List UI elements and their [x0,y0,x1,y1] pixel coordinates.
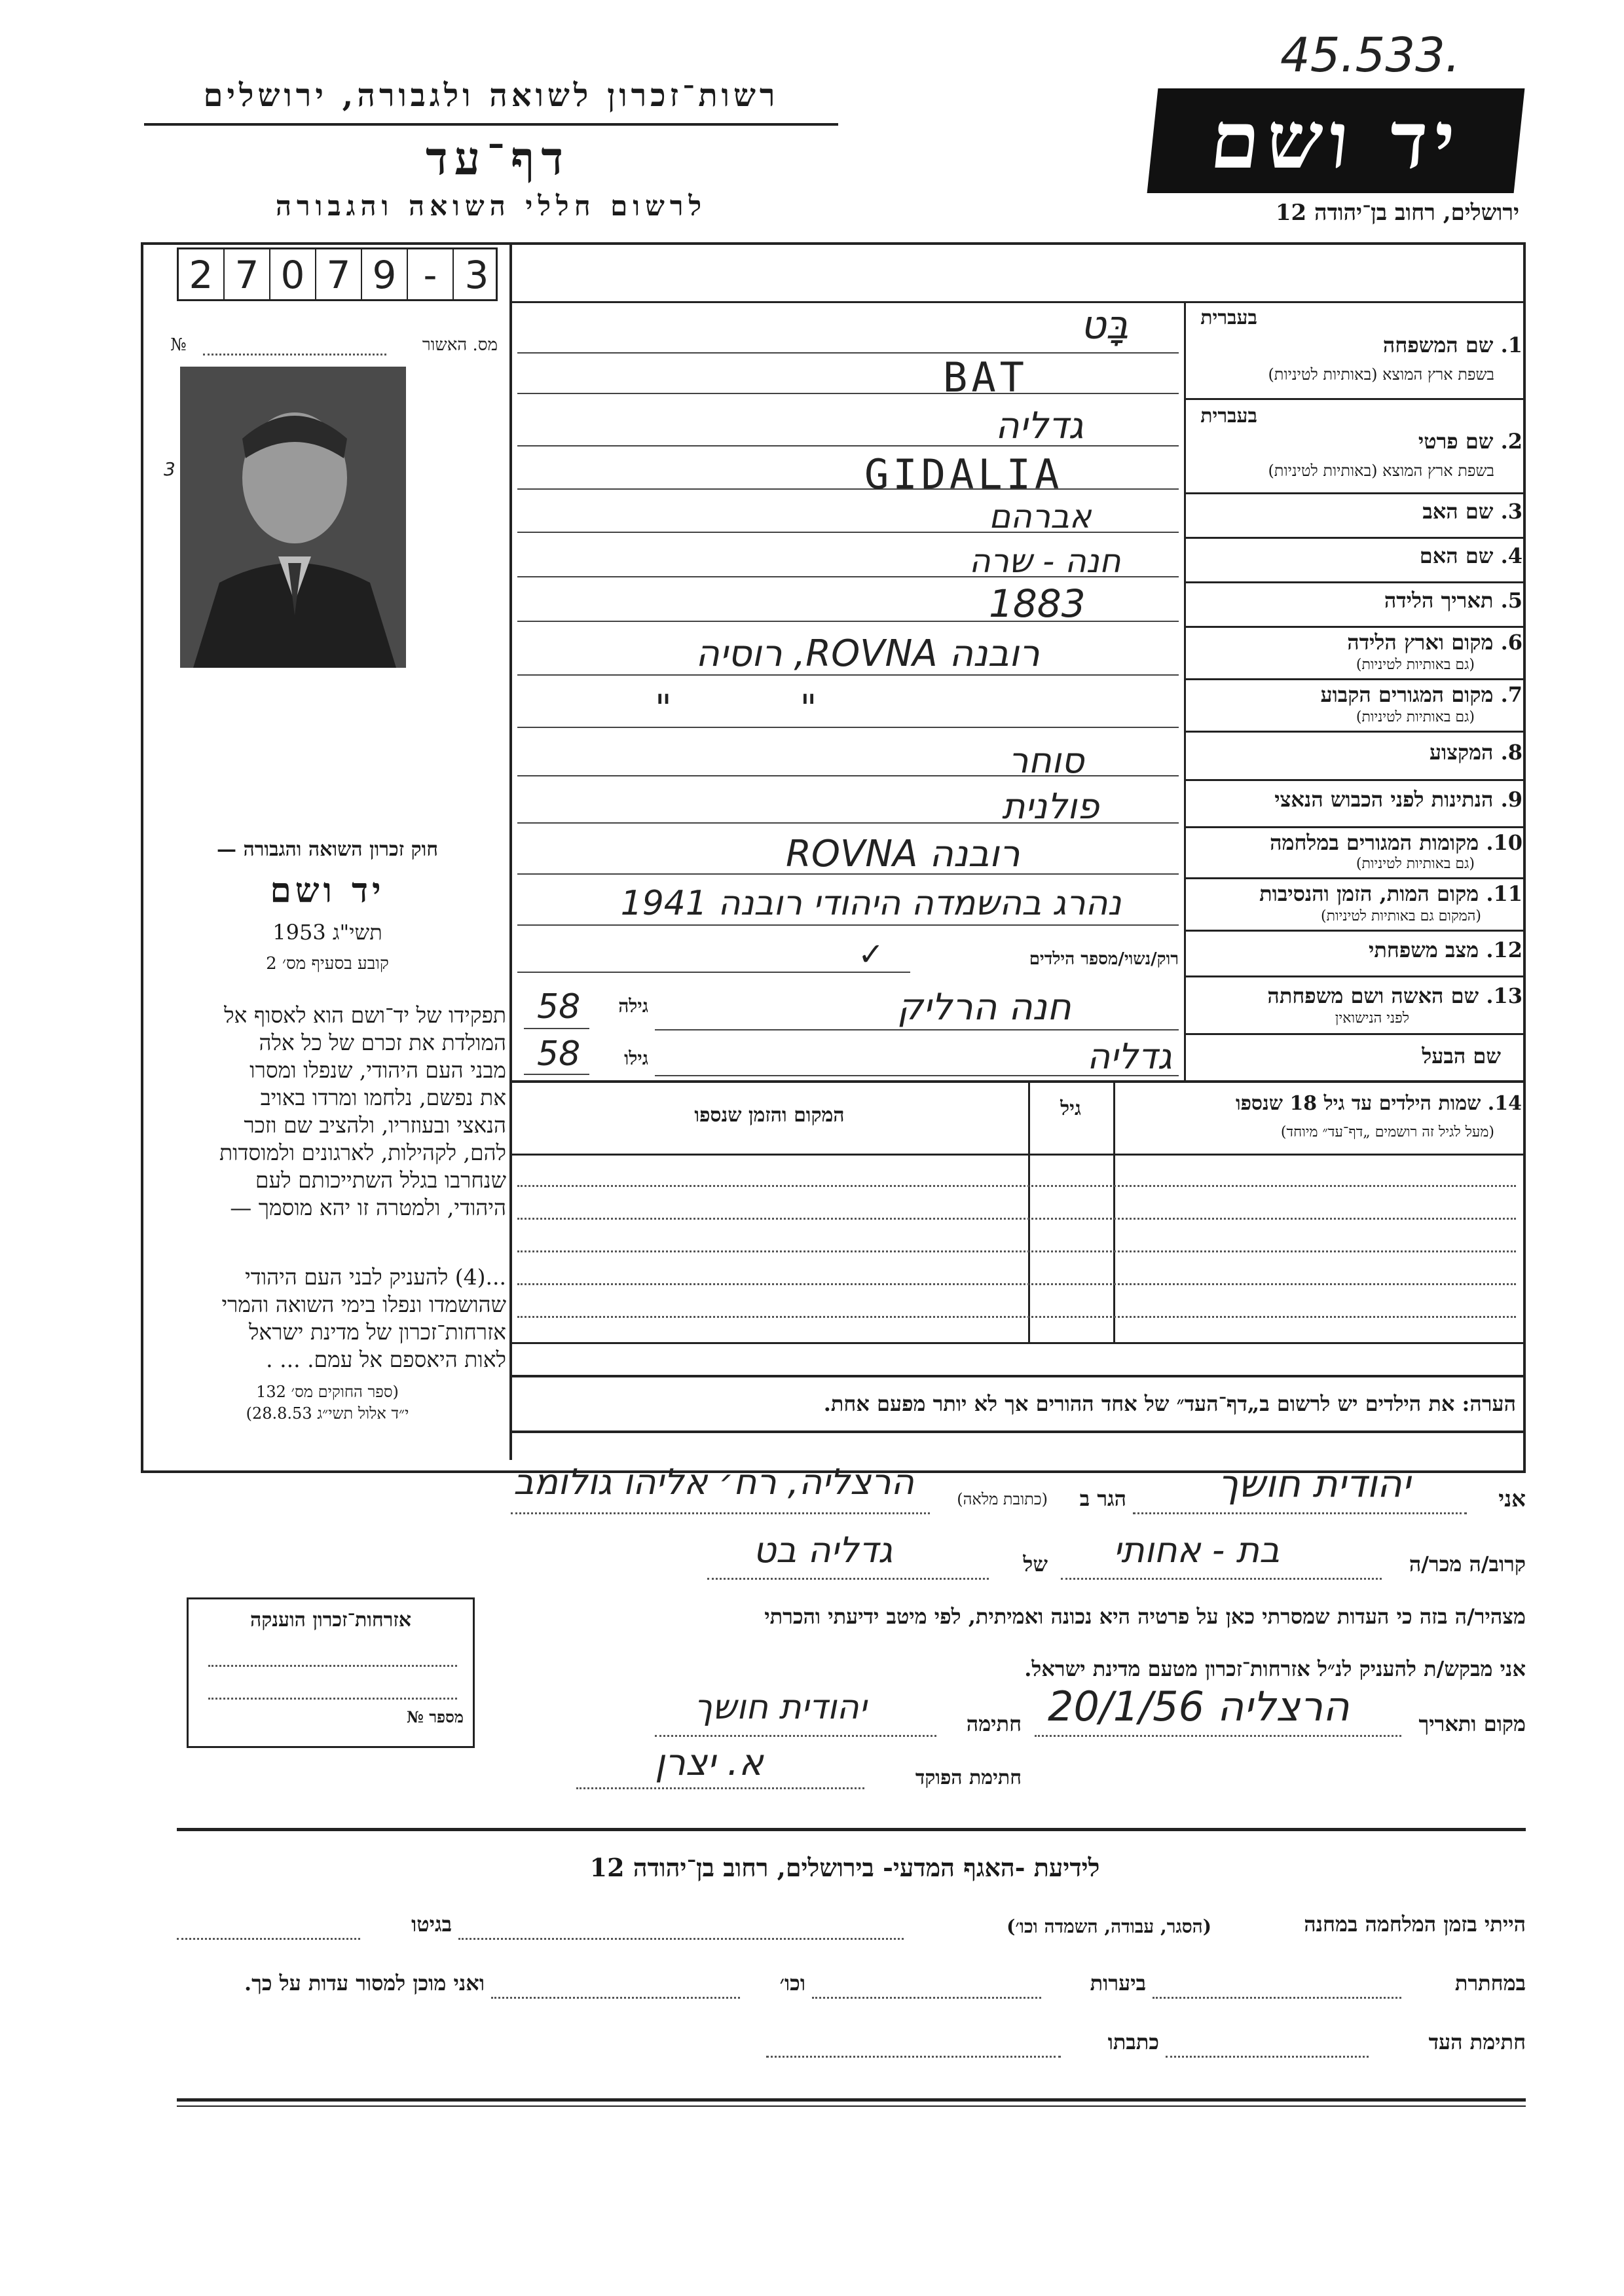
row-rule [1184,1033,1524,1035]
children-header-rule [509,1154,1526,1156]
field-6-number: 6. [1500,630,1522,655]
note-top-rule [509,1375,1526,1377]
frame-left [141,242,143,1473]
research-line2-a: במחתרת [1454,1971,1526,1995]
field-3-value: אברהם [989,498,1092,536]
field-12-number: 12. [1486,938,1522,962]
declaration-relation: בת - אחותי [1113,1529,1280,1571]
stamp-dots [208,1665,457,1667]
research-line1-b: (הסגר, עבודה, השמדה וכו׳) [1006,1916,1211,1937]
research-line1-a: הייתי בזמן המלחמה במחנה [1304,1912,1526,1937]
field-6-label-text: מקום וארץ הלידה [1347,630,1494,655]
field-7-sub-label: (גם באותיות לטיניות) [1356,709,1475,725]
declaration-place-date-line [1035,1735,1401,1737]
children-header-names [1121,1092,1522,1115]
children-row-line [517,1185,1516,1187]
field-13-age-label: גילה [618,995,648,1017]
children-header-age: גיל [1060,1097,1081,1120]
field-1-number: 1. [1500,333,1522,357]
approval-dots [203,354,386,355]
approval-digit: 9 [362,249,408,299]
stamp-title: אזרחות־זכרון הוענקה [249,1609,412,1631]
note-bottom-rule [509,1430,1526,1433]
row-rule [1184,626,1524,628]
portrait-drawing [180,367,406,668]
declaration-signature-label: חתימה [966,1711,1022,1736]
declaration-of-name: גדליה בט [753,1529,893,1571]
field-13-age-value: 58 [537,987,581,1027]
research-line2-c: וכו׳ [779,1971,805,1995]
field-5-number: 5. [1500,588,1522,613]
children-table-bottom [509,1342,1526,1344]
declaration-signature-line [655,1735,936,1737]
research-line3-dots-2 [766,2056,1061,2058]
research-line2-d: ואני מוכן למסור עדות על כך. [244,1971,485,1995]
declaration-ani: אני [1498,1486,1526,1512]
form-subtitle: לרשום חללי השואה והגבורה [275,190,707,222]
approval-digit: 7 [316,249,362,299]
field-10-sub-label: (גם באותיות לטיניות) [1356,856,1475,872]
law-line: את נפשם, נלחמו ומרדו באויב [260,1085,506,1110]
field-9-label-text: הנתינות לפני הכבוש הנאצי [1274,787,1494,812]
field-4-label-text: שם האם [1419,543,1494,568]
research-line2-b: ביערות [1090,1971,1146,1995]
declaration-place-date-label: מקום ותאריך [1418,1711,1526,1736]
declaration-address: הרצליה, רח׳ אליהו גולומב [513,1461,914,1503]
declaration-statement: מצהיר/ה בזה כי העדות שמסרתי כאן על פרטיה היא נכונה ואמיתית, לפי מיטב ידיעתי והכרתי [764,1604,1526,1629]
law-line: שנחרבו בגלל השתייכותם לעם [255,1167,506,1193]
field-1-label-text: שם המשפחה [1382,333,1494,357]
field-2-latin-line [517,488,1179,490]
approval-label: מס. האשור [422,335,498,355]
children-header-sub: (מעל לגיל זה רושמים „דף־עד״ מיוחד) [1280,1124,1494,1140]
declaration-address-label: (כתובת מלאה) [957,1490,1048,1508]
law-title: חוק זכרון השואה והגבורה — [217,838,438,861]
row-rule [1184,492,1524,494]
children-names-label: שמות הילדים עד גיל 18 שנספו [1235,1092,1481,1115]
field-husband-label: שם הבעל [1422,1044,1501,1068]
approval-no-label: № [170,335,187,355]
institution-name: רשות־זכרון לשואה ולגבורה, ירושלים [203,77,779,114]
row-rule [1184,975,1524,977]
top-band-rule [509,301,1526,303]
frame-right [1523,242,1526,1473]
field-8-label-text: המקצוע [1429,740,1494,765]
declaration-place-date: הרצליה 20/1/56 [1048,1683,1350,1730]
law-line: הנאצי ובעוזריו, ולהציב שם וזכר [244,1112,506,1138]
field-8-number: 8. [1500,740,1522,765]
field-12-label-text: מצב משפחתי [1369,938,1479,962]
field-11-line [517,924,1179,926]
field-6-sub-label: (גם באותיות לטיניות) [1356,657,1475,673]
field-13-label-text: שם האשה ושם משפחתה [1267,983,1479,1008]
field-2-value-latin: GIDALIA [864,450,1063,498]
field-5-label-text: תאריך הלידה [1384,588,1494,613]
research-title: לידיעת -האגף המדעי- בירושלים, רחוב בן־יהודה 12 [589,1853,1100,1882]
approval-number-boxes [177,247,498,301]
children-row-line [517,1218,1516,1220]
field-7-label-text: מקום המגורים הקבוע [1320,682,1494,707]
frame-top [141,242,1526,245]
logo-text: יד ושם [1206,94,1466,187]
field-2-sub-label: בשפת ארץ המוצא (באותיות לטיניות) [1268,462,1494,480]
field-8-value: סוחר [1008,740,1084,781]
declaration-signature: יהודית חושך [694,1688,867,1727]
row-rule [1184,581,1524,583]
research-line2-dots-2 [812,1997,1041,1999]
row-rule [1184,779,1524,781]
column-divider [509,242,512,1460]
field-2-label-text: שם פרטי [1418,429,1494,454]
field-13-value: חנה הרליק [897,986,1071,1029]
law-paragraph-1 [149,1002,506,1222]
law-citation-2: י״ד אלול תשי״ג 28.8.53) [246,1404,409,1423]
field-12-label [1187,938,1522,962]
field-husband-age-value: 58 [537,1034,581,1074]
field-2-number: 2. [1500,429,1522,454]
field-1-value-hebrew: בָּט [1080,302,1129,348]
field-13-label [1187,983,1522,1008]
children-row-line [517,1316,1516,1318]
field-13-sub-label: לפני הנישואין [1335,1010,1409,1027]
field-10-label-text: מקומות המגורים במלחמה [1270,830,1479,855]
yad-vashem-logo [1147,88,1525,193]
approval-digit: 7 [225,249,270,299]
bottom-double-rule-1 [177,2098,1526,2102]
declaration-relation-label: קרוב/ה מכר/ה [1409,1552,1526,1576]
children-row-line [517,1250,1516,1252]
officer-signature-label: חתימת הפוקד [915,1766,1022,1789]
field-column-divider [1184,301,1186,1080]
field-13-line [655,1029,1179,1030]
header-rule [144,123,838,126]
law-year: תשי"ג 1953 [272,920,382,945]
citizenship-stamp-box [187,1597,475,1748]
children-number: 14. [1487,1092,1522,1115]
field-11-sub-label: (המקום גם באותיות לטיניות) [1321,908,1481,924]
law-paragraph-2 [149,1264,506,1374]
field-10-value: רובנה ROVNA [786,833,1020,875]
field-8-label [1192,740,1522,765]
field-9-value: פולנית [1002,786,1099,827]
law-line: המולדת את זכרם של כל אלה [259,1030,506,1055]
field-1-latin-line [517,393,1179,394]
field-11-number: 11. [1486,881,1522,906]
field-3-number: 3. [1500,499,1522,524]
field-1-label [1192,333,1522,357]
declaration-relation-line [1061,1578,1382,1580]
law-clause: קובע בסעיף מס׳ 2 [266,954,389,974]
row-rule [1184,877,1524,879]
row-rule [1184,826,1524,828]
field-2-label [1192,429,1522,454]
research-line3-a: חתימת העד [1428,2030,1526,2054]
header-address: ירושלים, רחוב בן־יהודה 12 [1275,200,1519,226]
law-name: יד ושם [270,871,385,911]
field-husband-age-line [524,1074,589,1075]
declaration-resides: הגר ב [1079,1486,1126,1511]
field-4-label [1192,543,1522,568]
field-4-value: חנה - שרה [969,542,1121,580]
declaration-request: אני מבקש/ת להעניק לנ״ל אזרחות־זכרון מטעם מדינת ישראל. [1024,1656,1526,1681]
field-1-value-latin: BAT [943,354,1028,401]
declaration-of-line [707,1578,989,1580]
law-line: לאות היאספם אל עמם. ... . [266,1347,506,1372]
field-7-label [1192,682,1522,707]
field-12-value: ✓ [858,936,885,973]
photo-corner-mark: 3 [164,458,175,480]
children-table-top [509,1080,1526,1083]
stamp-dots [208,1698,457,1700]
research-line1-end [177,1938,360,1940]
field-11-value: נהרג בהשמדה היהודי רובנה 1941 [620,884,1122,923]
stamp-number-label: מספר № [406,1707,464,1726]
row-rule [1184,678,1524,680]
field-11-label [1187,881,1522,906]
declaration-name-line [1133,1512,1467,1514]
children-header-place: המקום והזמן שנספו [694,1104,845,1127]
field-1-sub-right: בעברית [1200,306,1257,329]
field-12-extra: רוק/נשוי/מספר הילדים [1029,949,1179,969]
law-line: שהושמדו ונפלו בימי השואה והמרי [221,1292,506,1317]
bottom-double-rule-2 [177,2105,1526,2107]
law-citation-1: (ספר החוקים מס׳ 132 [256,1383,399,1401]
field-13-number: 13. [1486,983,1522,1008]
law-line: אזרחות־זכרון של מדינת ישראל [248,1319,506,1345]
field-4-number: 4. [1500,543,1522,568]
law-line: תפקידו של יד־ושם הוא לאסוף אל [224,1002,506,1028]
declaration-name: יהודית חושך [1218,1461,1411,1506]
approval-digit: 2 [179,249,225,299]
field-2-sub-right: בעברית [1200,405,1257,428]
research-line3-dots-1 [1166,2056,1369,2058]
research-line1-dots [458,1938,904,1940]
research-line1-c: בגיטו [411,1912,452,1937]
row-rule [1184,398,1524,400]
field-5-label [1192,588,1522,613]
note-text: הערה: את הילדים יש לרשום ב„דף־העד״ של אחד ההורים אך לא יותר מפעם אחת. [823,1391,1516,1416]
field-1-heb-line [517,352,1179,354]
research-separator [177,1828,1526,1831]
field-3-label [1192,499,1522,524]
law-line: ...(4) להעניק לבני העם היהודי [245,1264,506,1290]
declaration-address-line [511,1512,930,1514]
field-9-number: 9. [1500,787,1522,812]
law-line: היהודי, ולמטרה זו יהא מוסמך — [230,1195,506,1220]
approval-digit: 0 [270,249,316,299]
field-husband-age-label: גילו [624,1048,648,1069]
children-col-2 [1028,1080,1030,1342]
field-5-value: 1883 [989,581,1086,626]
children-col-1 [1113,1080,1115,1342]
row-rule [1184,731,1524,733]
officer-signature-line [576,1787,864,1789]
field-3-label-text: שם האב [1422,499,1494,524]
field-6-label [1192,630,1522,655]
field-12-line [517,972,910,973]
field-7-line [517,727,1179,728]
row-rule [1184,537,1524,539]
field-7-value: " " [655,687,817,730]
approval-digit: 3 [464,253,489,297]
field-13-age-line [524,1028,589,1029]
field-husband-value: גדליה [1087,1036,1172,1077]
research-line2-dots-1 [1153,1997,1401,1999]
law-line: מבני העם היהודי, שנפלו ומסרו [249,1057,506,1083]
field-2-value-hebrew: גדליה [995,405,1084,447]
corner-archive-number: 45.533. [1280,27,1460,82]
declaration-of-label: של [1023,1552,1048,1576]
field-10-number: 10. [1486,830,1522,855]
field-6-value: רובנה ROVNA, רוסיה [695,632,1040,675]
row-rule [1184,930,1524,932]
research-line2-dots-3 [491,1997,740,1999]
research-line3-b: כתבתו [1107,2030,1159,2054]
form-title: דף־עד [425,131,570,185]
field-7-number: 7. [1500,682,1522,707]
field-10-label [1187,830,1522,855]
field-11-label-text: מקום המות, הזמן והנסיבות [1259,881,1479,906]
field-1-sub-label: בשפת ארץ המוצא (באותיות לטיניות) [1268,365,1494,384]
officer-signature: א. יצרן [655,1741,764,1784]
law-line: להם, לקהילות, לארגונים ולמוסדות [219,1140,506,1165]
children-row-line [517,1283,1516,1285]
field-9-label [1192,787,1522,812]
portrait-photo [180,367,406,668]
approval-digit: - [408,249,454,299]
